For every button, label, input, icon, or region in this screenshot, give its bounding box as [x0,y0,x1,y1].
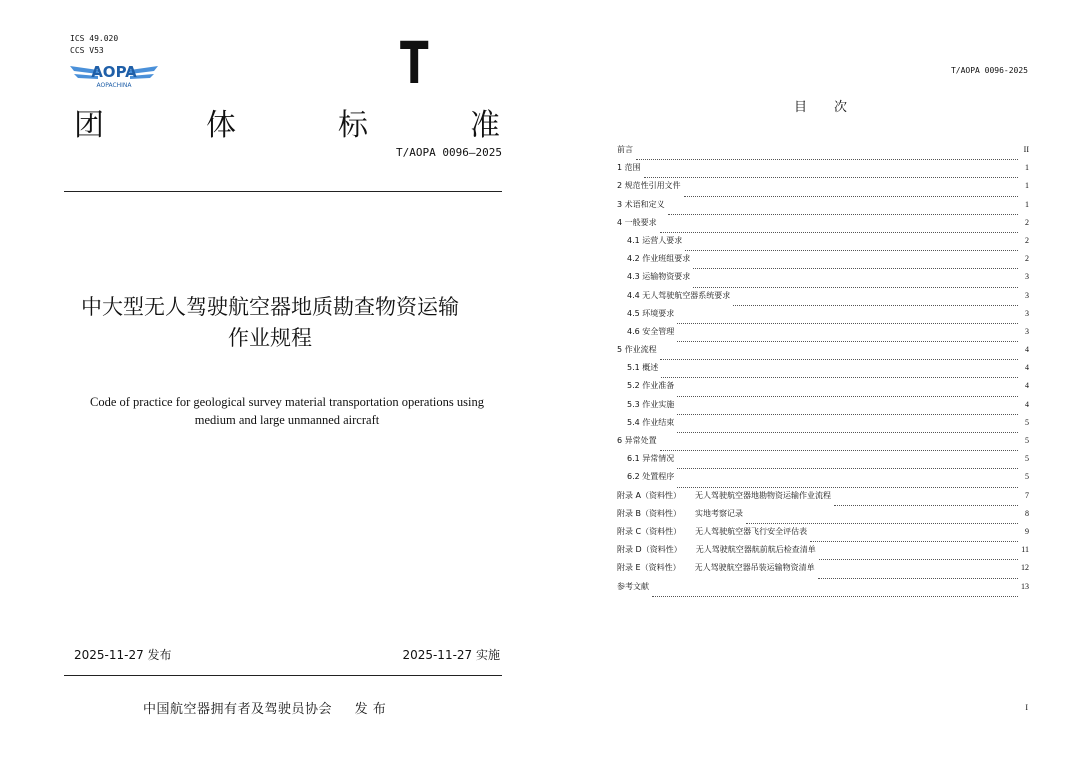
toc-entry-page: 4 [1025,345,1029,355]
std-type-char: 标 [338,108,368,143]
toc-entry-label: 4.3 运输物资要求 [627,272,691,282]
toc-entry-page: 3 [1025,308,1029,318]
toc-entry-label: 5.3 作业实施 [627,399,675,409]
toc-entry-label: 4.6 安全管理 [627,326,675,336]
document-title-en [72,393,502,429]
classification-codes [70,33,118,57]
toc-leader-dots [834,504,1018,506]
toc-entry-label: 4.5 环境要求 [627,308,675,318]
toc-entry-title: 无人驾驶航空器吊装运输物资清单 [694,563,815,573]
toc-entry-page: 1 [1025,163,1029,173]
bottom-divider [64,675,502,676]
toc-entry-label: 3 术语和定义 [617,199,665,209]
toc-leader-dots [644,176,1018,178]
table-of-contents [617,144,1029,599]
toc-leader-dots [684,195,1018,197]
toc-entry-page: 5 [1025,417,1029,427]
toc-entry-label: 5.2 作业准备 [627,381,675,391]
publish-date: 2025-11-27 发布 [74,648,172,662]
toc-entry-page: 5 [1025,454,1029,464]
toc-entry[interactable] [617,326,1029,344]
toc-entry[interactable] [617,380,1029,398]
toc-entry[interactable] [617,271,1029,289]
toc-entry[interactable] [617,581,1029,599]
toc-standard-number: T/AOPA 0096-2025 [950,66,1028,75]
toc-entry-page: 5 [1025,472,1029,482]
toc-entry[interactable] [617,508,1029,526]
toc-entry[interactable] [617,180,1029,198]
toc-entry-page: 7 [1025,490,1029,500]
toc-entry-page: 1 [1025,199,1029,209]
ics-code: ICS 49.020 [70,34,119,43]
std-type-char: 体 [206,108,236,143]
toc-leader-dots [677,431,1018,433]
toc-entry-page: 2 [1025,254,1029,264]
toc-entry-label: 参考文献 [617,581,649,591]
toc-entry-title: 无人驾驶航空器飞行安全评估表 [695,526,808,536]
toc-entry[interactable] [617,217,1029,235]
toc-entry[interactable] [617,362,1029,380]
toc-entry-title: 无人驾驶航空器航前航后检查清单 [695,545,816,555]
logo-subtext: AOPACHINA [96,82,132,89]
toc-entry[interactable] [617,162,1029,180]
toc-leader-dots [660,358,1018,360]
standard-type-heading [74,100,500,144]
toc-entry-page: 5 [1025,436,1029,445]
toc-entry[interactable] [617,308,1029,326]
title-en-line1: Code of practice for geological survey material transportation operations using [90,395,484,409]
toc-leader-dots [661,376,1018,378]
toc-leader-dots [818,577,1018,579]
toc-leader-dots [660,449,1018,451]
publisher-action: 发 布 [354,702,387,717]
toc-entry[interactable] [617,290,1029,308]
toc-entry-label: 6.2 处置程序 [627,472,675,482]
toc-leader-dots [636,158,1018,160]
toc-entry-label: 附录 B（资料性） [617,508,682,518]
toc-entry[interactable] [617,253,1029,271]
page-number: I [1025,703,1028,712]
toc-entry-page: 4 [1025,363,1029,373]
toc-leader-dots [668,213,1018,215]
toc-leader-dots [677,395,1018,397]
aopa-logo [68,58,160,90]
toc-entry-label: 4.1 运营人要求 [627,235,683,245]
toc-entry-title: 实地考察记录 [695,508,744,518]
toc-entry-page: 4 [1025,381,1029,391]
toc-entry-label: 4.2 作业班组要求 [627,254,691,264]
toc-entry[interactable] [617,471,1029,489]
toc-entry[interactable] [617,199,1029,217]
toc-entry-title: 无人驾驶航空器地勘物资运输作业流程 [695,490,832,500]
toc-entry[interactable] [617,144,1029,162]
toc-leader-dots [810,540,1018,542]
publisher [143,698,386,717]
toc-entry[interactable] [617,344,1029,362]
toc-entry-label: 6.1 异常情况 [627,454,675,464]
toc-leader-dots [677,322,1018,324]
toc-entry[interactable] [617,435,1029,453]
toc-entry-page: 12 [1021,563,1029,573]
toc-entry-label: 4.4 无人驾驶航空器系统要求 [627,290,731,300]
ccs-code: CCS V53 [70,46,104,55]
publisher-name: 中国航空器拥有者及驾驶员协会 [143,702,333,717]
toc-entry-page: 2 [1025,235,1029,245]
toc-entry-page: 3 [1025,326,1029,336]
toc-entry-label: 附录 E（资料性） [617,563,681,573]
toc-leader-dots [677,467,1018,469]
toc-entry[interactable] [617,453,1029,471]
toc-leader-dots [677,486,1018,488]
toc-entry[interactable] [617,562,1029,580]
standard-number: T/AOPA 0096—2025 [396,146,502,159]
toc-leader-dots [677,413,1018,415]
toc-entry[interactable] [617,235,1029,253]
toc-entry-label: 6 异常处置 [617,436,657,445]
toc-leader-dots [652,595,1018,597]
toc-entry-page: 11 [1021,545,1029,555]
toc-leader-dots [693,267,1018,269]
toc-heading: 目次 [794,100,875,115]
toc-entry[interactable] [617,417,1029,435]
standard-t-mark: T [400,29,429,97]
toc-leader-dots [685,249,1018,251]
toc-entry-page: 2 [1025,217,1029,227]
toc-entry-label: 附录 C（资料性） [617,526,682,536]
toc-entry-label: 5.4 作业结束 [627,417,675,427]
title-cn-line1: 中大型无人驾驶航空器地质勘查物资运输 [81,295,459,319]
toc-leader-dots [693,286,1018,288]
toc-leader-dots [677,340,1018,342]
toc-entry[interactable] [617,399,1029,417]
title-en-line2: medium and large unmanned aircraft [194,413,380,427]
toc-entry-label: 5.1 概述 [627,363,659,373]
toc-entry-page: 3 [1025,290,1029,300]
document-title-cn [40,292,500,354]
toc-leader-dots [660,231,1018,233]
toc-entry-page: 3 [1025,272,1029,282]
toc-entry-label: 5 作业流程 [617,345,657,355]
toc-leader-dots [733,304,1018,306]
logo-text: AOPA [91,63,137,81]
toc-entry-page: 9 [1025,526,1029,536]
implement-date: 2025-11-27 实施 [402,648,500,662]
toc-entry-label: 附录 D（资料性） [617,545,682,555]
toc-entry-page: 13 [1021,581,1029,591]
toc-entry-label: 附录 A（资料性） [617,490,682,500]
top-divider [64,191,502,192]
toc-entry-label: 4 一般要求 [617,217,657,227]
toc-entry[interactable] [617,526,1029,544]
toc-entry-page: 4 [1025,399,1029,409]
title-cn-line2: 作业规程 [228,326,312,350]
toc-entry-label: 前言 [617,145,633,154]
toc-leader-dots [819,558,1018,560]
toc-entry-label: 2 规范性引用文件 [617,181,681,191]
toc-entry-label: 1 范围 [617,163,641,173]
std-type-char: 团 [74,108,104,143]
toc-page [540,0,1080,763]
toc-entry-page: 8 [1025,508,1029,518]
toc-entry[interactable] [617,490,1029,508]
toc-entry-page: II [1023,145,1029,154]
std-type-char: 准 [470,108,500,143]
toc-leader-dots [746,522,1018,524]
toc-entry-page: 1 [1025,181,1029,191]
toc-entry[interactable] [617,544,1029,562]
